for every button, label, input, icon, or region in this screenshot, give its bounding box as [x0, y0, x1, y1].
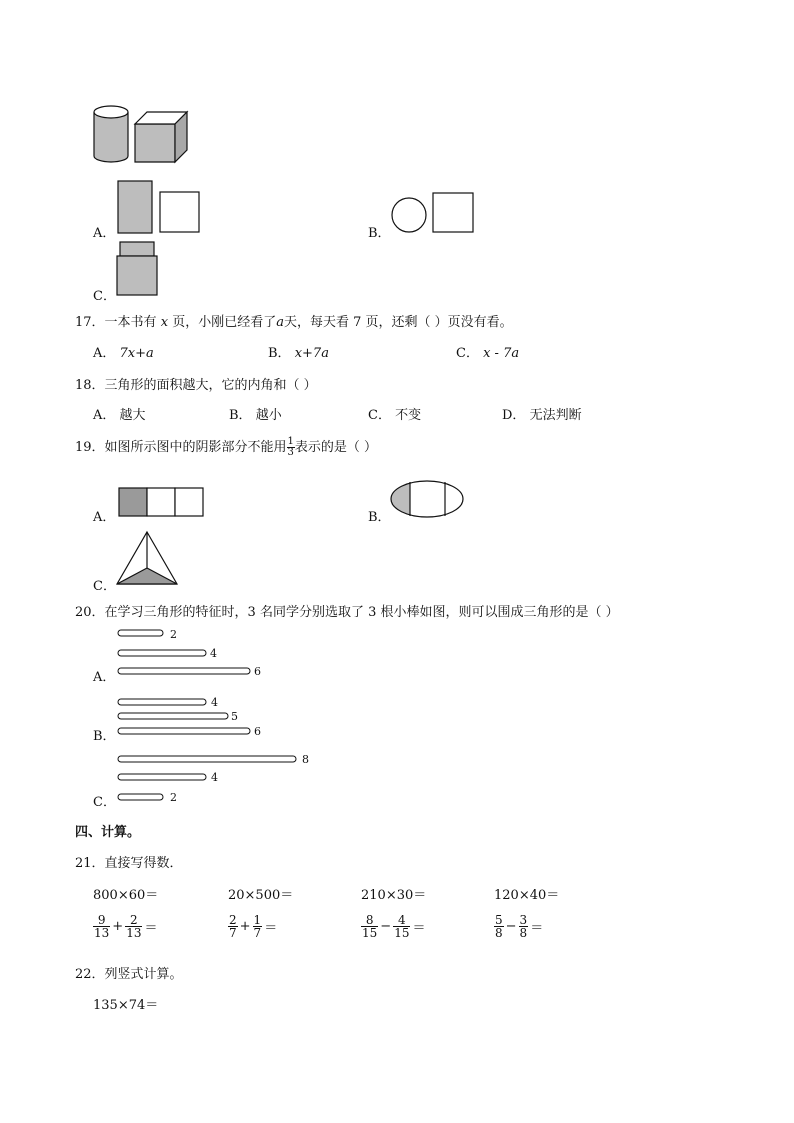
q21-item: 120×40＝	[494, 888, 560, 903]
stick	[118, 630, 163, 636]
q16-option-a-label[interactable]: A．	[93, 226, 116, 241]
one-third-fraction: $\frac{1}{3}$	[287, 436, 294, 458]
stick	[118, 774, 206, 780]
stick-length: 5	[231, 710, 238, 723]
cylinder-cube-figure	[90, 100, 190, 170]
q16-option-b-figure	[390, 190, 480, 235]
q16-option-c-figure	[115, 240, 165, 300]
q19-option-c-label[interactable]: C．	[93, 579, 116, 594]
q21-fraction-item: $\frac{2}{7}$ + $\frac{1}{7}$ ＝	[229, 913, 278, 940]
q17-option-a[interactable]: A． 7x+a	[93, 346, 154, 361]
q16-option-a-figure	[117, 180, 207, 235]
q20-option-c-label[interactable]: C．	[93, 795, 116, 810]
q21-item: 20×500＝	[228, 888, 294, 903]
stick	[118, 699, 206, 705]
question-22: 22．列竖式计算。	[75, 967, 183, 982]
q18-option-d[interactable]: D． 无法判断	[502, 408, 582, 423]
question-17: 17．一本书有 x 页，小刚已经看了a天，每天看 7 页，还剩（ ）页没有看。	[75, 315, 513, 330]
stick-length: 4	[211, 696, 218, 709]
stick-length: 2	[170, 791, 177, 804]
q19-option-a-label[interactable]: A．	[93, 510, 116, 525]
q22-expression: 135×74＝	[93, 998, 159, 1013]
stick	[118, 650, 206, 656]
section-title: 四、计算。	[75, 825, 141, 840]
stick	[118, 668, 250, 674]
q21-item: 800×60＝	[93, 888, 159, 903]
stick	[118, 713, 228, 719]
q20-option-a-sticks	[116, 628, 276, 680]
q21-fraction-item: $\frac{5}{8}$ − $\frac{3}{8}$ ＝	[495, 913, 544, 940]
q20-option-a-label[interactable]: A．	[93, 670, 116, 685]
stick-length: 8	[302, 753, 309, 766]
q20-option-b-label[interactable]: B．	[93, 729, 116, 744]
q18-option-b[interactable]: B． 越小	[229, 408, 282, 423]
q17-option-b[interactable]: B． x+7a	[268, 346, 329, 361]
q19-option-b-figure	[390, 480, 470, 522]
stick-length: 2	[170, 628, 177, 641]
q21-fraction-item: $\frac{9}{13}$ + $\frac{2}{13}$ ＝	[94, 913, 158, 940]
q20-option-b-sticks	[116, 697, 276, 739]
q16-option-b-label[interactable]: B．	[368, 226, 391, 241]
stick	[118, 728, 250, 734]
q17-option-c[interactable]: C． x - 7a	[456, 346, 520, 361]
stick	[118, 756, 296, 762]
q16-option-c-label[interactable]: C．	[93, 289, 116, 304]
question-20: 20．在学习三角形的特征时，3 名同学分别选取了 3 根小棒如图，则可以围成三角形的是（ ）	[75, 605, 619, 620]
q19-option-a-figure	[118, 487, 208, 519]
stick	[118, 794, 163, 800]
q21-item: 210×30＝	[361, 888, 427, 903]
q19-option-c-figure	[115, 528, 181, 588]
question-19: 19．如图所示图中的阴影部分不能用 $\frac{1}{3}$ 表示的是（ ）	[75, 436, 378, 458]
stick-length: 4	[210, 647, 217, 660]
q21-fraction-item: $\frac{8}{15}$ − $\frac{4}{15}$ ＝	[362, 913, 426, 940]
stick-length: 4	[211, 771, 218, 784]
q18-option-c[interactable]: C． 不变	[368, 408, 422, 423]
question-18: 18．三角形的面积越大，它的内角和（ ）	[75, 378, 317, 393]
q18-option-a[interactable]: A． 越大	[93, 408, 146, 423]
stick-length: 6	[254, 665, 261, 678]
stick-length: 6	[254, 725, 261, 738]
q19-option-b-label[interactable]: B．	[368, 510, 391, 525]
question-21: 21．直接写得数．	[75, 856, 183, 871]
